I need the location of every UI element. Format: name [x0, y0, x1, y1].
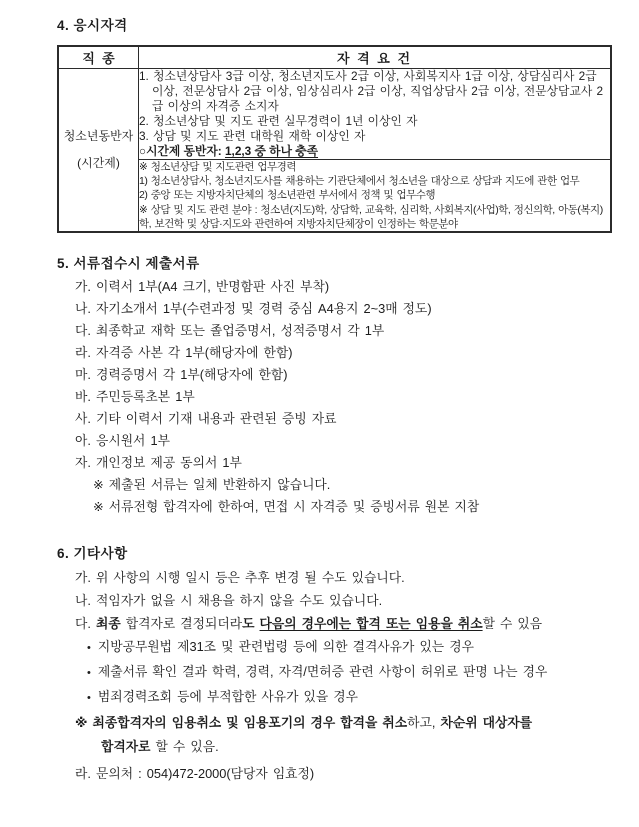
qualification-item-3: 3. 상담 및 지도 관련 대학원 재학 이상인 자 — [139, 128, 366, 143]
qualification-cell — [139, 69, 612, 160]
qualification-table — [57, 45, 612, 233]
section6-title: 6. 기타사항 — [57, 546, 128, 562]
text-run: 다. — [75, 616, 96, 632]
section6-items — [57, 566, 614, 785]
final-note-line1 — [57, 711, 614, 735]
table-note-4: ※ 상담 및 지도 관련 분야 : 청소년(지도)학, 상담학, 교육학, 심리학, 사회복지(사업)학, 정신의학, 아동(복지)학, 보건학 및 상담·지도와 관련하여 지방자치단체장이 인정하는 학문분야 — [139, 203, 603, 230]
column-header-requirements: 자 격 요 건 — [139, 46, 612, 69]
submit-doc-item: 마. 경력증명서 각 1부(해당자에 한함) — [75, 367, 288, 383]
cancel-reason-bullet — [57, 685, 614, 710]
submit-doc-item: 사. 기타 이력서 기재 내용과 관련된 증빙 자료 — [75, 411, 337, 427]
document-content — [57, 14, 614, 785]
text-run: 합격자로 결정되더라 — [120, 616, 243, 632]
parttime-condition-prefix: ○시간제 동반자: — [139, 143, 225, 158]
submit-doc-item: 나. 자기소개서 1부(수련과정 및 경력 중심 A4용지 2~3매 정도) — [75, 301, 432, 317]
submit-doc-item: 라. 자격증 사본 각 1부(해당자에 한함) — [75, 345, 293, 361]
section5 — [57, 252, 614, 518]
submit-doc-item: 다. 최종학교 재학 또는 졸업증명서, 성적증명서 각 1부 — [75, 323, 385, 339]
table-body-row — [58, 69, 611, 160]
table-note-2: 1) 청소년상담사, 청소년지도사를 채용하는 기관단체에서 청소년을 대상으로 상담과 지도에 관한 업무 — [139, 175, 580, 188]
section6 — [57, 542, 614, 785]
section5-note-1: ※ 제출된 서류는 일체 반환하지 않습니다. — [93, 477, 331, 493]
bullet-text: 제출서류 확인 결과 학력, 경력, 자격/면허증 관련 사항이 허위로 판명 나는 경우 — [97, 664, 548, 680]
submit-doc-item: 가. 이력서 1부(A4 크기, 반명함판 사진 부착) — [75, 279, 330, 295]
table-header-row — [58, 46, 611, 69]
qualification-item-1: 1. 청소년상담사 3급 이상, 청소년지도사 2급 이상, 사회복지사 1급 이상, 상담심리사 2급 이상, 전문상담사 2급 이상, 임상심리사 2급 이상, 직업상담사 2급 이상, 전문상담교사 2급 이상의 자격증 소지자 — [139, 69, 604, 113]
etc-item-da — [57, 612, 614, 635]
text-run-bold: ※ 최종합격자의 임용취소 및 임용포기의 경우 합격을 취소 — [75, 715, 408, 731]
job-type-name: 청소년동반자 — [63, 129, 134, 144]
parttime-condition — [139, 144, 610, 160]
bullet-text: 범죄경력조회 등에 부적합한 사유가 있을 경우 — [97, 689, 359, 705]
bullet-icon: • — [87, 642, 91, 655]
table-note-3: 2) 중앙 또는 지방자치단체의 청소년관련 부서에서 정책 및 업무수행 — [139, 189, 436, 202]
qualification-notes-cell — [139, 160, 612, 233]
etc-item-ga: 가. 위 사항의 시행 일시 등은 추후 변경 될 수도 있습니다. — [75, 570, 405, 586]
text-run-bold: 차순위 대상자를 — [440, 715, 533, 731]
column-header-job-type: 직 종 — [58, 46, 139, 69]
cancel-reason-bullet — [57, 660, 614, 685]
text-run-bold: 최종 — [95, 616, 121, 632]
section4-title: 4. 응시자격 — [57, 18, 128, 33]
section5-items — [57, 276, 614, 518]
etc-item-na: 나. 적임자가 없을 시 채용을 하지 않을 수도 있습니다. — [75, 593, 383, 609]
qualification-item-2: 2. 청소년상담 및 지도 관련 실무경력이 1년 이상인 자 — [139, 113, 418, 128]
table-note-1: ※ 청소년상담 및 지도관련 업무경력 — [139, 161, 296, 174]
text-run-bold: 합격자로 — [101, 739, 151, 755]
submit-doc-item: 자. 개인정보 제공 동의서 1부 — [75, 455, 242, 471]
parttime-condition-underlined: 1,2,3 중 하나 충족 — [224, 143, 319, 158]
contact-info: 라. 문의처 : 054)472-2000(담당자 임효정) — [75, 766, 315, 782]
text-run: 하고, — [407, 715, 441, 731]
job-type-cell — [58, 69, 139, 233]
section5-title: 5. 서류접수시 제출서류 — [57, 256, 200, 272]
bullet-text: 지방공무원법 제31조 및 관련법령 등에 의한 결격사유가 있는 경우 — [97, 639, 474, 655]
text-run: 할 수 있음. — [150, 739, 219, 755]
job-type-subnote: (시간제) — [77, 156, 120, 171]
bullet-icon: • — [87, 692, 91, 705]
text-run: 할 수 있음 — [482, 616, 543, 632]
submit-doc-item: 바. 주민등록초본 1부 — [75, 389, 195, 405]
submit-doc-item: 아. 응시원서 1부 — [75, 433, 170, 449]
bullet-icon: • — [87, 667, 91, 680]
final-note-line2 — [57, 735, 614, 759]
table-notes-row — [58, 160, 611, 233]
section5-note-2: ※ 서류전형 합격자에 한하여, 면접 시 자격증 및 증빙서류 원본 지참 — [93, 499, 480, 515]
cancel-reason-bullet — [57, 635, 614, 660]
text-run-bold: 도 — [242, 616, 260, 632]
text-run-bold-underline: 다음의 경우에는 합격 또는 임용을 취소 — [259, 616, 483, 632]
